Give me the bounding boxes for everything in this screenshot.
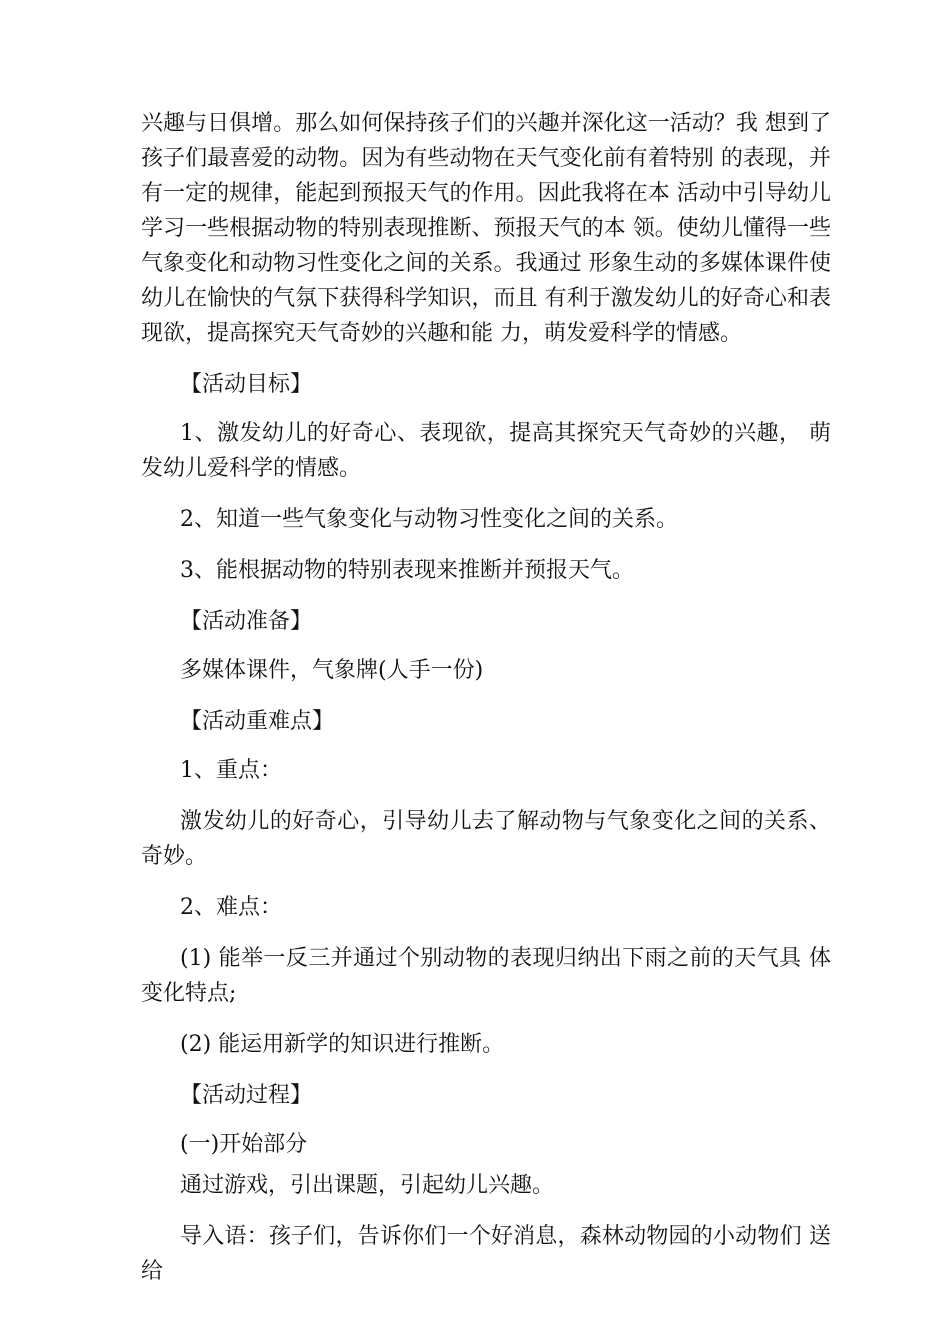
difficult-point-2: (2) 能运用新学的知识进行推断。 (180, 1032, 505, 1057)
process-part-heading: (一)开始部分 (180, 1132, 308, 1157)
preparation-text: 多媒体课件，气象牌(人手一份) (180, 658, 484, 683)
section-heading-process: 【活动过程】 (180, 1083, 313, 1108)
section-heading-preparation: 【活动准备】 (180, 609, 313, 634)
intro-paragraph: 兴趣与日俱增。那么如何保持孩子们的兴趣并深化这一活动？我 想到了孩子们最喜爱的动物。因为有些动物在天气变化前有着特别 的表现，并有一定的规律，能起到预报天气的作用。因此我将在本 活动中引导幼儿学习一些根据动物的特别表现推断、预报天气的本 领。使幼儿懂得一些气象变化和动物习性变化之间的关系。我通过 形象生动的多媒体课件使幼儿在愉快的气氛下获得科学知识，而且 有利于激发幼儿的好奇心和表现欲，提高探究天气奇妙的兴趣和能 力，萌发爱科学的情感。 (141, 111, 831, 346)
lead-in-text: 导入语：孩子们，告诉你们一个好消息，森林动物园的小动物们 送给 (141, 1224, 831, 1284)
difficult-point-label: 2、难点： (180, 895, 282, 920)
difficult-point-1: (1) 能举一反三并通过个别动物的表现归纳出下雨之前的天气具 体变化特点; (141, 946, 831, 1006)
key-point-text: 激发幼儿的好奇心，引导幼儿去了解动物与气象变化之间的关系、 奇妙。 (141, 809, 831, 869)
process-part-text: 通过游戏，引出课题，引起幼儿兴趣。 (180, 1173, 555, 1198)
goal-item-2: 2、知道一些气象变化与动物习性变化之间的关系。 (180, 507, 678, 532)
document-body (141, 106, 831, 1305)
goal-item-1: 1、激发幼儿的好奇心、表现欲，提高其探究天气奇妙的兴趣， 萌发幼儿爱科学的情感。 (141, 421, 831, 481)
goal-item-3: 3、能根据动物的特别表现来推断并预报天气。 (180, 558, 634, 583)
section-heading-goals: 【活动目标】 (180, 372, 313, 397)
section-heading-key-points: 【活动重难点】 (180, 709, 335, 734)
key-point-label: 1、重点： (180, 758, 282, 783)
